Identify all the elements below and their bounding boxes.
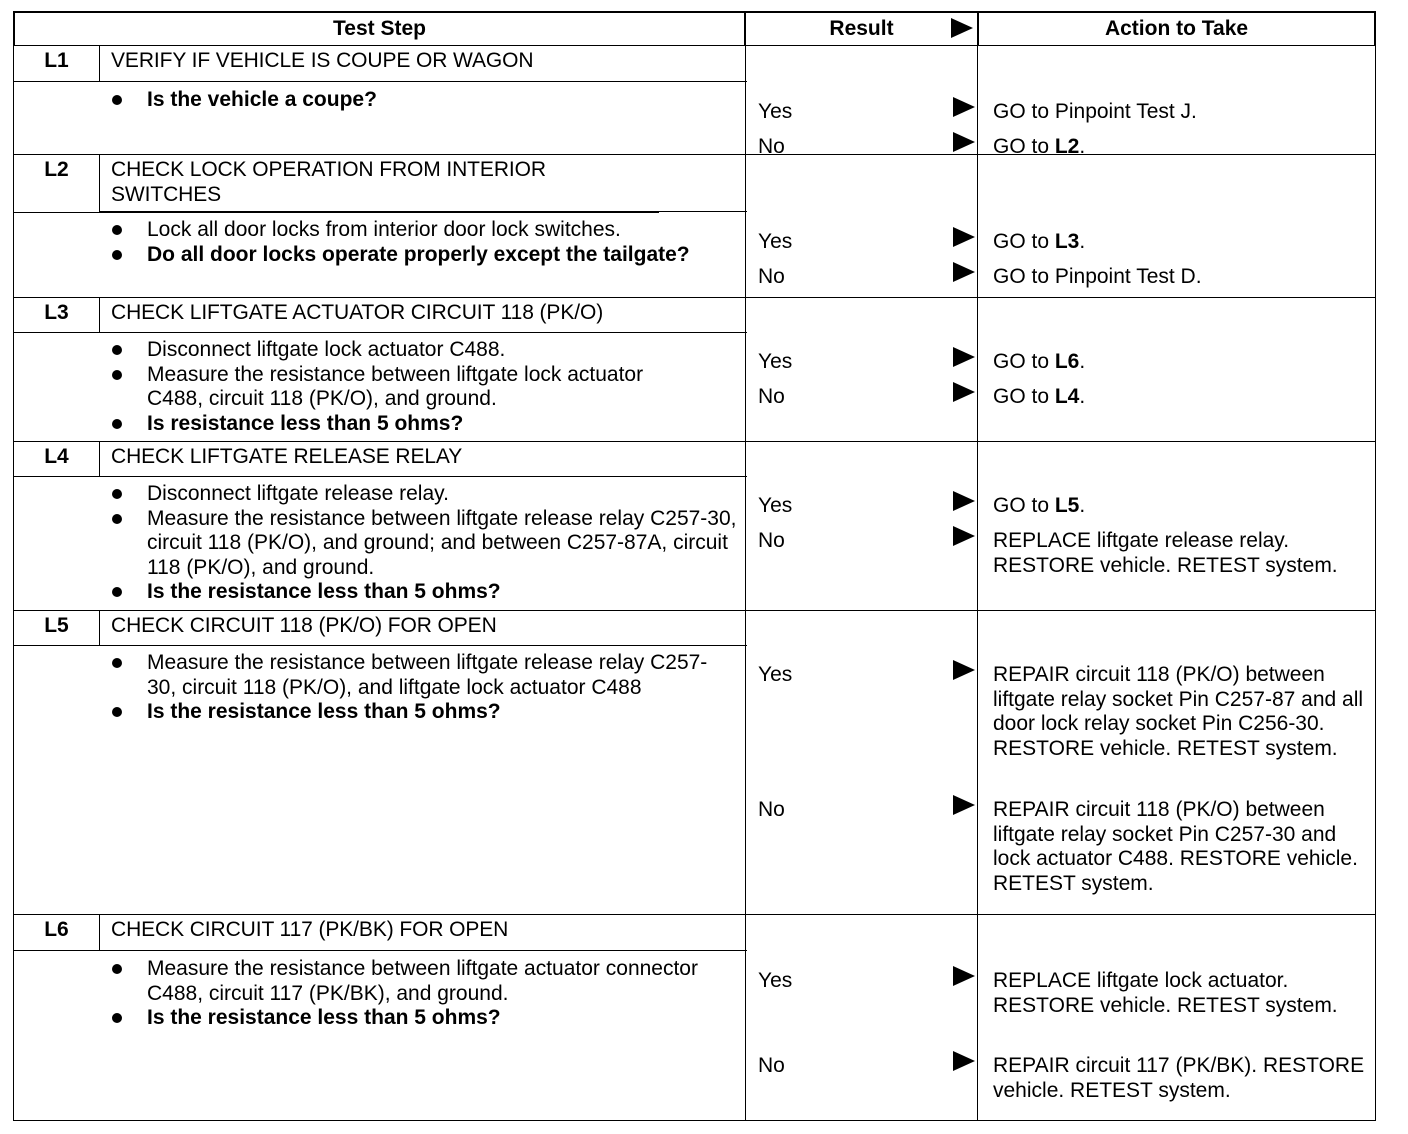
arrow-icon	[953, 1051, 975, 1071]
question: Do all door locks operate properly except the tailgate?	[108, 243, 707, 268]
action-text: .	[1079, 135, 1086, 158]
instruction: Measure the resistance between liftgate actuator connector C488, circuit 117 (PK/BK), and ground.	[108, 957, 707, 1006]
question: Is the vehicle a coupe?	[108, 88, 738, 113]
arrow-icon	[953, 382, 975, 402]
action-no	[993, 385, 1369, 410]
action-text: .	[1079, 350, 1086, 373]
arrow-icon	[953, 347, 975, 367]
action-yes: REPLACE liftgate lock actuator. RESTORE vehicle. RETEST system.	[993, 969, 1338, 1017]
step-instructions	[108, 957, 738, 1031]
action-text: .	[1079, 385, 1086, 408]
step-l6	[13, 914, 1376, 1121]
result-yes: Yes	[758, 494, 793, 517]
question: Is the resistance less than 5 ohms?	[108, 700, 738, 725]
result-yes: Yes	[758, 969, 793, 992]
action-yes: REPAIR circuit 118 (PK/O) between liftgate relay socket Pin C257-87 and all door lock relay socket Pin C256-30. RESTORE vehicle. RETEST system.	[993, 663, 1364, 760]
action-text: GO to	[993, 385, 1055, 408]
step-ref[interactable]: L4	[1054, 385, 1080, 408]
step-title: CHECK LIFTGATE ACTUATOR CIRCUIT 118 (PK/O)	[99, 298, 747, 333]
instruction: Measure the resistance between liftgate release relay C257-30, circuit 118 (PK/O), and ground; and between C257-87A, circuit 118 (PK/O), and ground.	[108, 507, 738, 581]
result-yes: Yes	[758, 100, 793, 123]
step-l5	[13, 610, 1376, 915]
divider	[977, 155, 978, 297]
step-instructions	[108, 338, 738, 436]
result-no: No	[758, 1054, 785, 1077]
divider	[977, 915, 978, 1120]
step-instructions	[108, 88, 738, 113]
result-no: No	[758, 135, 785, 158]
question: Is resistance less than 5 ohms?	[108, 412, 738, 437]
instruction: Disconnect liftgate release relay.	[108, 482, 738, 507]
arrow-icon	[953, 491, 975, 511]
header-result	[744, 11, 979, 46]
arrow-icon	[953, 227, 975, 247]
arrow-icon	[953, 526, 975, 546]
arrow-icon	[953, 660, 975, 680]
step-l4	[13, 441, 1376, 611]
step-title: CHECK CIRCUIT 118 (PK/O) FOR OPEN	[99, 611, 747, 646]
question: Is the resistance less than 5 ohms?	[108, 1006, 738, 1031]
result-no: No	[758, 798, 785, 821]
step-id: L1	[14, 46, 100, 82]
instruction: Disconnect liftgate lock actuator C488.	[108, 338, 738, 363]
result-no: No	[758, 385, 785, 408]
action-yes	[993, 230, 1369, 255]
action-no: REPAIR circuit 118 (PK/O) between liftgate relay socket Pin C257-30 and lock actuator C488. RESTORE vehicle. RETEST system.	[993, 798, 1358, 895]
divider	[99, 211, 747, 212]
step-id: L2	[14, 155, 100, 213]
step-ref[interactable]: L6	[1054, 350, 1080, 373]
divider	[745, 155, 746, 297]
arrow-icon	[953, 262, 975, 282]
step-id: L5	[14, 611, 100, 646]
action-text: GO to	[993, 350, 1055, 373]
step-ref[interactable]: L2	[1054, 135, 1080, 158]
arrow-icon	[953, 795, 975, 815]
action-text: GO to	[993, 135, 1055, 158]
step-l3	[13, 297, 1376, 442]
action-yes	[993, 350, 1369, 375]
step-instructions	[108, 482, 738, 605]
question: Is the resistance less than 5 ohms?	[108, 580, 738, 605]
result-yes: Yes	[758, 663, 793, 686]
arrow-icon	[951, 18, 973, 38]
instruction: Measure the resistance between liftgate release relay C257-30, circuit 118 (PK/O), and liftgate lock actuator C488	[108, 651, 717, 700]
step-id: L6	[14, 915, 100, 951]
divider	[977, 46, 978, 154]
header-test-step: Test Step	[13, 11, 746, 46]
step-ref[interactable]: L3	[1054, 230, 1080, 253]
action-text: GO to	[993, 230, 1055, 253]
action-text: .	[1079, 230, 1086, 253]
diagnostic-table	[13, 11, 1376, 1121]
action-yes: GO to Pinpoint Test J.	[993, 100, 1197, 123]
action-text: GO to	[993, 494, 1055, 517]
result-no: No	[758, 529, 785, 552]
result-yes: Yes	[758, 350, 793, 373]
divider	[977, 442, 978, 610]
arrow-icon	[953, 132, 975, 152]
arrow-icon	[953, 97, 975, 117]
divider	[977, 611, 978, 914]
step-title: VERIFY IF VEHICLE IS COUPE OR WAGON	[99, 46, 747, 82]
action-text: .	[1079, 494, 1086, 517]
action-yes	[993, 494, 1369, 519]
header-result-label: Result	[829, 16, 894, 40]
action-no: REPLACE liftgate release relay. RESTORE vehicle. RETEST system.	[993, 529, 1338, 577]
arrow-icon	[953, 966, 975, 986]
divider	[745, 611, 746, 914]
step-instructions	[108, 218, 738, 267]
step-id: L3	[14, 298, 100, 333]
step-title: CHECK LOCK OPERATION FROM INTERIOR SWITCHES	[99, 155, 659, 213]
instruction: Measure the resistance between liftgate lock actuator C488, circuit 118 (PK/O), and ground.	[108, 363, 667, 412]
step-id: L4	[14, 442, 100, 477]
instruction: Lock all door locks from interior door lock switches.	[108, 218, 738, 243]
step-instructions	[108, 651, 738, 725]
step-ref[interactable]: L5	[1054, 494, 1080, 517]
step-title: CHECK CIRCUIT 117 (PK/BK) FOR OPEN	[99, 915, 747, 951]
step-l2	[13, 154, 1376, 298]
divider	[977, 298, 978, 441]
step-l1	[13, 45, 1376, 158]
result-yes: Yes	[758, 230, 793, 253]
result-no: No	[758, 265, 785, 288]
header-action: Action to Take	[977, 11, 1376, 46]
action-no: REPAIR circuit 117 (PK/BK). RESTORE vehicle. RETEST system.	[993, 1054, 1365, 1102]
action-no: GO to Pinpoint Test D.	[993, 265, 1202, 288]
step-title: CHECK LIFTGATE RELEASE RELAY	[99, 442, 747, 477]
